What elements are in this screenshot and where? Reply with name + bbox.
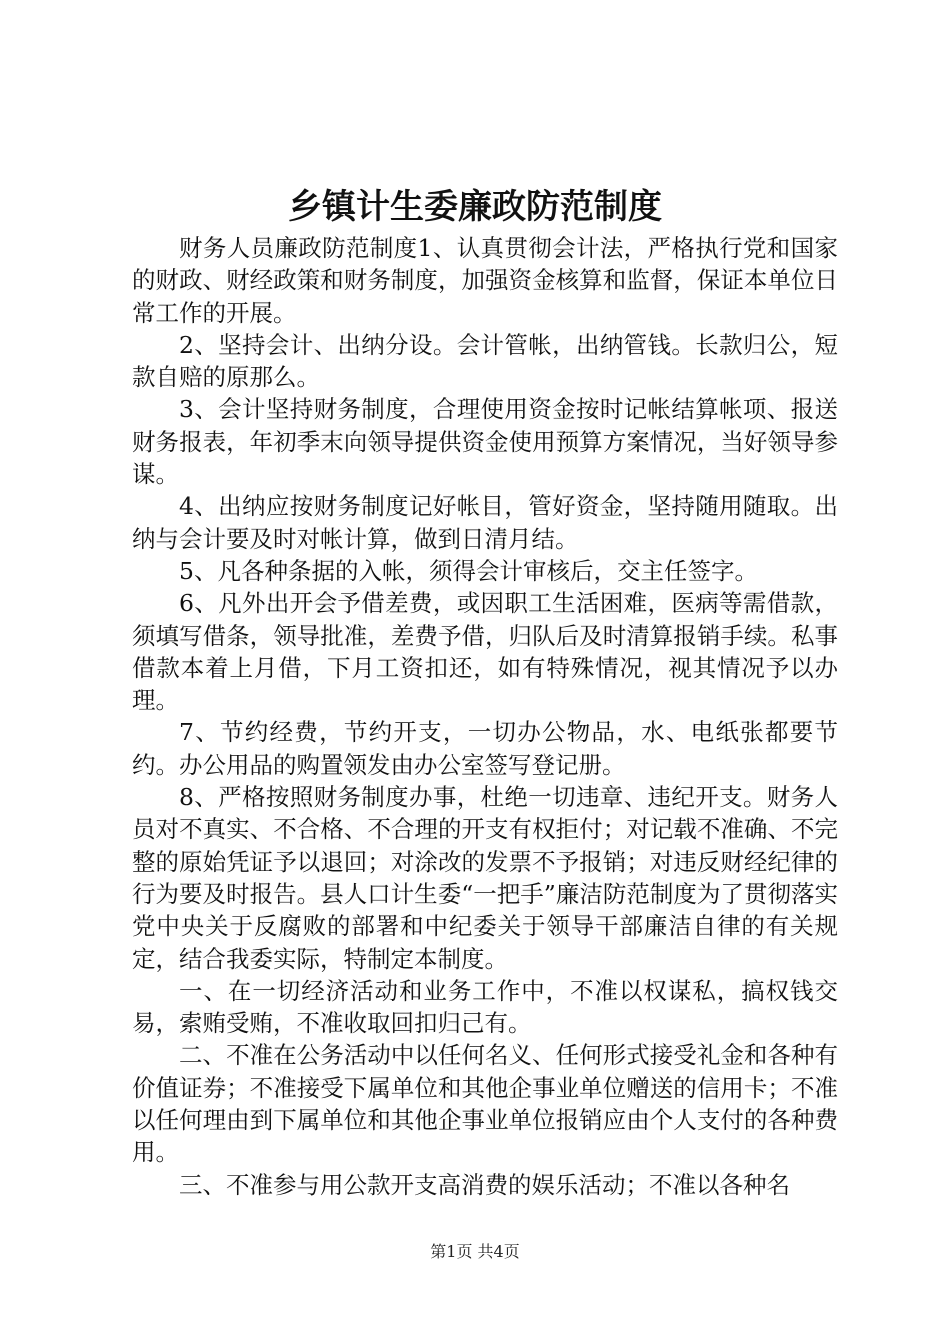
document-title: 乡镇计生委廉政防范制度 bbox=[288, 187, 662, 227]
paragraph: 二、不准在公务活动中以任何名义、任何形式接受礼金和各种有价值证券；不准接受下属单位和其他企事业单位赠送的信用卡；不准以任何理由到下属单位和其他企事业单位报销应由个人支付的各种费用。 bbox=[132, 1041, 838, 1167]
paragraph: 3、会计坚持财务制度，合理使用资金按时记帐结算帐项、报送财务报表，年初季末向领导提供资金使用预算方案情况，当好领导参谋。 bbox=[132, 395, 838, 489]
document-body bbox=[132, 232, 838, 1201]
paragraph: 一、在一切经济活动和业务工作中，不准以权谋私，搞权钱交易，索贿受贿，不准收取回扣归己有。 bbox=[132, 976, 838, 1038]
paragraph: 4、出纳应按财务制度记好帐目，管好资金，坚持随用随取。出纳与会计要及时对帐计算，做到日清月结。 bbox=[132, 492, 838, 553]
paragraph: 财务人员廉政防范制度1、认真贯彻会计法，严格执行党和国家的财政、财经政策和财务制度，加强资金核算和监督，保证本单位日常工作的开展。 bbox=[132, 234, 838, 327]
page-number-footer: 第1页 共4页 bbox=[430, 1242, 520, 1261]
paragraph: 三、不准参与用公款开支高消费的娱乐活动；不准以各种名 bbox=[179, 1170, 790, 1199]
paragraph: 2、坚持会计、出纳分设。会计管帐，出纳管钱。长款归公，短款自赔的原那么。 bbox=[132, 330, 838, 392]
paragraph: 7、节约经费，节约开支，一切办公物品，水、电纸张都要节约。办公用品的购置领发由办公室签写登记册。 bbox=[132, 718, 838, 779]
paragraph: 5、凡各种条据的入帐，须得会计审核后，交主任签字。 bbox=[179, 556, 758, 585]
paragraph: 6、凡外出开会予借差费，或因职工生活困难，医病等需借款，须填写借条，领导批准，差费予借，归队后及时清算报销手续。私事借款本着上月借，下月工资扣还，如有特殊情况，视其情况予以办理。 bbox=[132, 589, 838, 715]
paragraph: 8、严格按照财务制度办事，杜绝一切违章、违纪开支。财务人员对不真实、不合格、不合理的开支有权拒付；对记载不准确、不完整的原始凭证予以退回；对涂改的发票不予报销；对违反财经纪律的行为要及时报告。县人口计生委“一把手”廉洁防范制度为了贯彻落实党中央关于反腐败的部署和中纪委关于领导干部廉洁自律的有关规定，结合我委实际，特制定本制度。 bbox=[132, 783, 838, 973]
